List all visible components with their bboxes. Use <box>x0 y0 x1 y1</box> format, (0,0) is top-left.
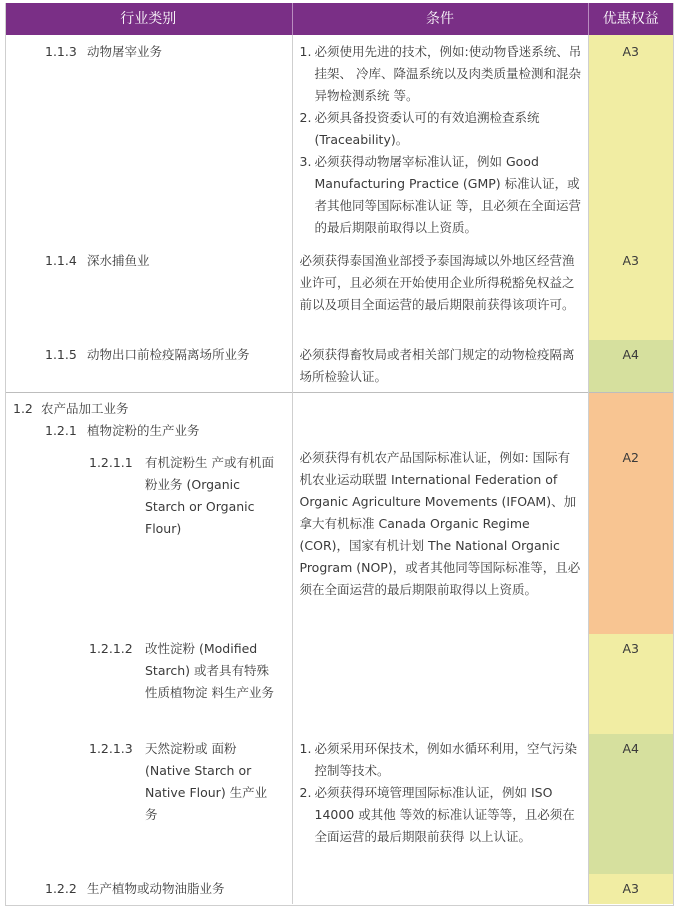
category-entry <box>5 874 292 900</box>
category-label: 植物淀粉的生产业务 <box>87 422 200 438</box>
category-number: 1.1.3 <box>45 44 77 59</box>
category-number: 1.2.1.2 <box>89 641 133 656</box>
privilege-badge: A3 <box>622 253 639 268</box>
category-label: 农产品加工业务 <box>41 400 129 416</box>
category-number: 1.2.1.1 <box>89 454 133 470</box>
category-cell <box>5 35 292 244</box>
condition-cell <box>292 634 588 734</box>
table-row <box>5 734 673 874</box>
category-number: 1.2.2 <box>45 881 77 896</box>
category-label: 有机淀粉生 产或有机面粉业务 (Organic Starch or Organic Flour) <box>145 454 274 536</box>
category-entry <box>5 734 292 826</box>
table-row <box>5 634 673 734</box>
condition-list <box>300 734 582 848</box>
privilege-cell <box>588 874 673 904</box>
table-row <box>5 244 673 340</box>
condition-cell <box>292 244 588 340</box>
condition-text: 必须获得有机农产品国际标准认证，例如: 国际有机农业运动联盟 International Federation of Organic Agriculture Movements (IFOAM)、加拿大有机标准 Canada Organic Regime (COR)，国家有机计划 The National Organic Program (NOP)，或者其他同等国际标准等，且必须在全面运营的最后期限前取得以上资质。 <box>299 449 581 597</box>
category-number: 1.2.1.3 <box>89 741 133 756</box>
category-cell <box>5 634 292 734</box>
condition-item: 2. 必须获得环境管理国际标准认证，例如 ISO 14000 或其他 等效的标准认证等等，且必须在全面运营的最后期限前获得 以上认证。 <box>299 785 575 844</box>
category-cell <box>5 340 292 392</box>
privilege-cell <box>588 340 673 392</box>
condition-text: 必须获得畜牧局或者相关部门规定的动物检疫隔离场所检验认证。 <box>299 347 575 384</box>
category-number: 1.2 <box>13 400 33 416</box>
category-entry <box>5 634 292 704</box>
condition-item: 1. 必须使用先进的技术，例如:使动物昏迷系统、吊挂架、 冷库、降温系统以及肉类质量检测和混杂异物检测系统 等。 <box>299 44 582 103</box>
privilege-badge: A4 <box>622 347 639 362</box>
category-entry <box>5 244 292 272</box>
condition-cell <box>292 340 588 392</box>
table-row <box>5 35 673 244</box>
condition-cell <box>292 734 588 874</box>
condition-item: 2. 必须具备投资委认可的有效追溯检查系统(Traceability)。 <box>299 110 540 147</box>
condition-item: 3. 必须获得动物屠宰标准认证，例如 Good Manufacturing Practice (GMP) 标准认证，或者其他同等国际标准认证 等，且必须在全面运营的最后期限前取得以上资质。 <box>299 154 581 235</box>
category-entry <box>5 35 292 63</box>
category-cell <box>5 874 292 904</box>
privilege-badge: A3 <box>622 44 639 59</box>
category-cell <box>5 392 292 634</box>
header-conditions: 条件 <box>292 3 588 35</box>
category-number: 1.2.1 <box>45 422 77 438</box>
header-privileges: 优惠权益 <box>588 3 673 35</box>
condition-cell <box>292 874 588 904</box>
category-label: 生产植物或动物油脂业务 <box>87 881 225 896</box>
privilege-cell <box>588 734 673 874</box>
condition-item: 1. 必须采用环保技术，例如水循环利用，空气污染控制等技术。 <box>299 741 578 778</box>
condition-cell <box>292 392 588 634</box>
category-label: 动物屠宰业务 <box>87 44 163 59</box>
investment-privileges-table <box>5 3 673 904</box>
category-label: 天然淀粉或 面粉 (Native Starch or Native Flour) 生产业务 <box>145 741 268 822</box>
category-label: 深水捕鱼业 <box>87 253 150 268</box>
privilege-cell <box>588 392 673 634</box>
privilege-badge: A3 <box>622 881 639 896</box>
table-row <box>5 392 673 634</box>
category-entry <box>5 442 292 540</box>
category-entry <box>5 420 292 442</box>
table-header-row <box>5 3 673 35</box>
category-label: 动物出口前检疫隔离场所业务 <box>87 347 250 362</box>
category-number: 1.1.5 <box>45 347 77 362</box>
condition-cell <box>292 35 588 244</box>
category-entry <box>5 340 292 366</box>
category-cell <box>5 734 292 874</box>
privilege-cell <box>588 244 673 340</box>
privilege-cell <box>588 35 673 244</box>
condition-text: 必须获得泰国渔业部授予泰国海域以外地区经营渔业许可，且必须在开始使用企业所得税豁免权益之前以及项目全面运营的最后期限前获得该项许可。 <box>299 253 575 312</box>
condition-list <box>300 35 582 239</box>
privilege-badge: A4 <box>622 741 639 756</box>
table-row <box>5 340 673 392</box>
category-cell <box>5 244 292 340</box>
category-number: 1.1.4 <box>45 253 77 268</box>
category-label: 改性淀粉 (Modified Starch) 或者具有特殊性质植物淀 料生产业务 <box>145 641 274 700</box>
header-category: 行业类别 <box>5 3 292 35</box>
privilege-cell <box>588 634 673 734</box>
table-row <box>5 874 673 904</box>
privilege-badge: A2 <box>622 449 639 465</box>
privilege-badge: A3 <box>622 641 639 656</box>
category-entry <box>5 393 292 420</box>
